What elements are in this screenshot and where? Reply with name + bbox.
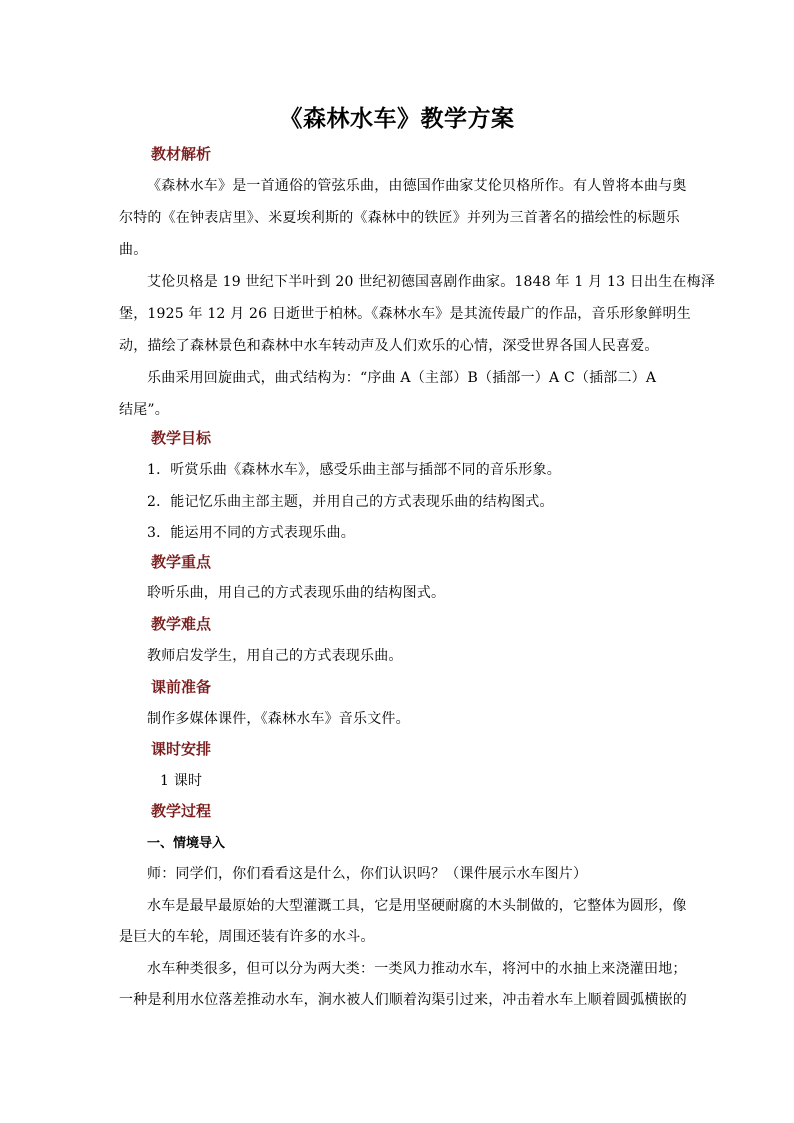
subsection-heading: 一、情境导入 bbox=[147, 836, 226, 851]
paragraph-line: 艾伦贝格是 19 世纪下半叶到 20 世纪初德国喜剧作曲家。1848 年 1 月 13 日出生在梅泽 bbox=[147, 274, 716, 290]
paragraph-line: 是巨大的车轮，周围还装有许多的水斗。 bbox=[119, 929, 375, 945]
section-heading-process: 教学过程 bbox=[151, 802, 212, 820]
paragraph-line: 制作多媒体课件，《森林水车》音乐文件。 bbox=[147, 711, 410, 727]
paragraph-line: 《森林水车》是一首通俗的管弦乐曲，由德国作曲家艾伦贝格所作。有人曾将本曲与奥 bbox=[147, 178, 687, 194]
paragraph-line: 堡，1925 年 12 月 26 日逝世于柏林。《森林水车》是其流传最广的作品，音乐形象鲜明生 bbox=[119, 306, 691, 322]
list-item: 3．能运用不同的方式表现乐曲。 bbox=[147, 525, 355, 541]
paragraph-line: 师：同学们，你们看看这是什么，你们认识吗？（课件展示水车图片） bbox=[147, 866, 588, 882]
section-heading-analysis: 教材解析 bbox=[151, 145, 212, 163]
section-heading-key-points: 教学重点 bbox=[151, 553, 212, 571]
section-heading-difficulties: 教学难点 bbox=[151, 615, 212, 633]
list-item: 1．听赏乐曲《森林水车》，感受乐曲主部与插部不同的音乐形象。 bbox=[147, 462, 561, 478]
paragraph-line: 曲。 bbox=[119, 242, 148, 258]
section-heading-schedule: 课时安排 bbox=[151, 740, 212, 758]
section-heading-preparation: 课前准备 bbox=[151, 678, 212, 696]
list-item: 2．能记忆乐曲主部主题，并用自己的方式表现乐曲的结构图式。 bbox=[147, 494, 554, 510]
paragraph-line: 乐曲采用回旋曲式，曲式结构为：“序曲 A（主部）B（插部一）A C（插部二）A bbox=[147, 370, 657, 386]
paragraph-line: 动，描绘了森林景色和森林中水车转动声及人们欢乐的心情，深受世界各国人民喜爱。 bbox=[119, 338, 659, 354]
paragraph-line: 尔特的《在钟表店里》、米夏埃利斯的《森林中的铁匠》并列为三首著名的描绘性的标题乐 bbox=[119, 210, 680, 226]
paragraph-line: 1 课时 bbox=[160, 773, 203, 789]
paragraph-line: 水车种类很多，但可以分为两大类：一类风力推动水车，将河中的水抽上来浇灌田地； bbox=[147, 961, 687, 977]
section-heading-goals: 教学目标 bbox=[151, 429, 212, 447]
page-title: 《森林水车》教学方案 bbox=[279, 106, 515, 132]
paragraph-line: 一种是利用水位落差推动水车，涧水被人们顺着沟渠引过来，冲击着水车上顺着圆弧横嵌的 bbox=[119, 992, 687, 1008]
paragraph-line: 聆听乐曲，用自己的方式表现乐曲的结构图式。 bbox=[147, 585, 446, 601]
paragraph-line: 水车是最早最原始的大型灌溉工具，它是用坚硬耐腐的木头制做的，它整体为圆形，像 bbox=[147, 898, 687, 914]
paragraph-line: 结尾”。 bbox=[119, 402, 169, 418]
paragraph-line: 教师启发学生，用自己的方式表现乐曲。 bbox=[147, 648, 403, 664]
